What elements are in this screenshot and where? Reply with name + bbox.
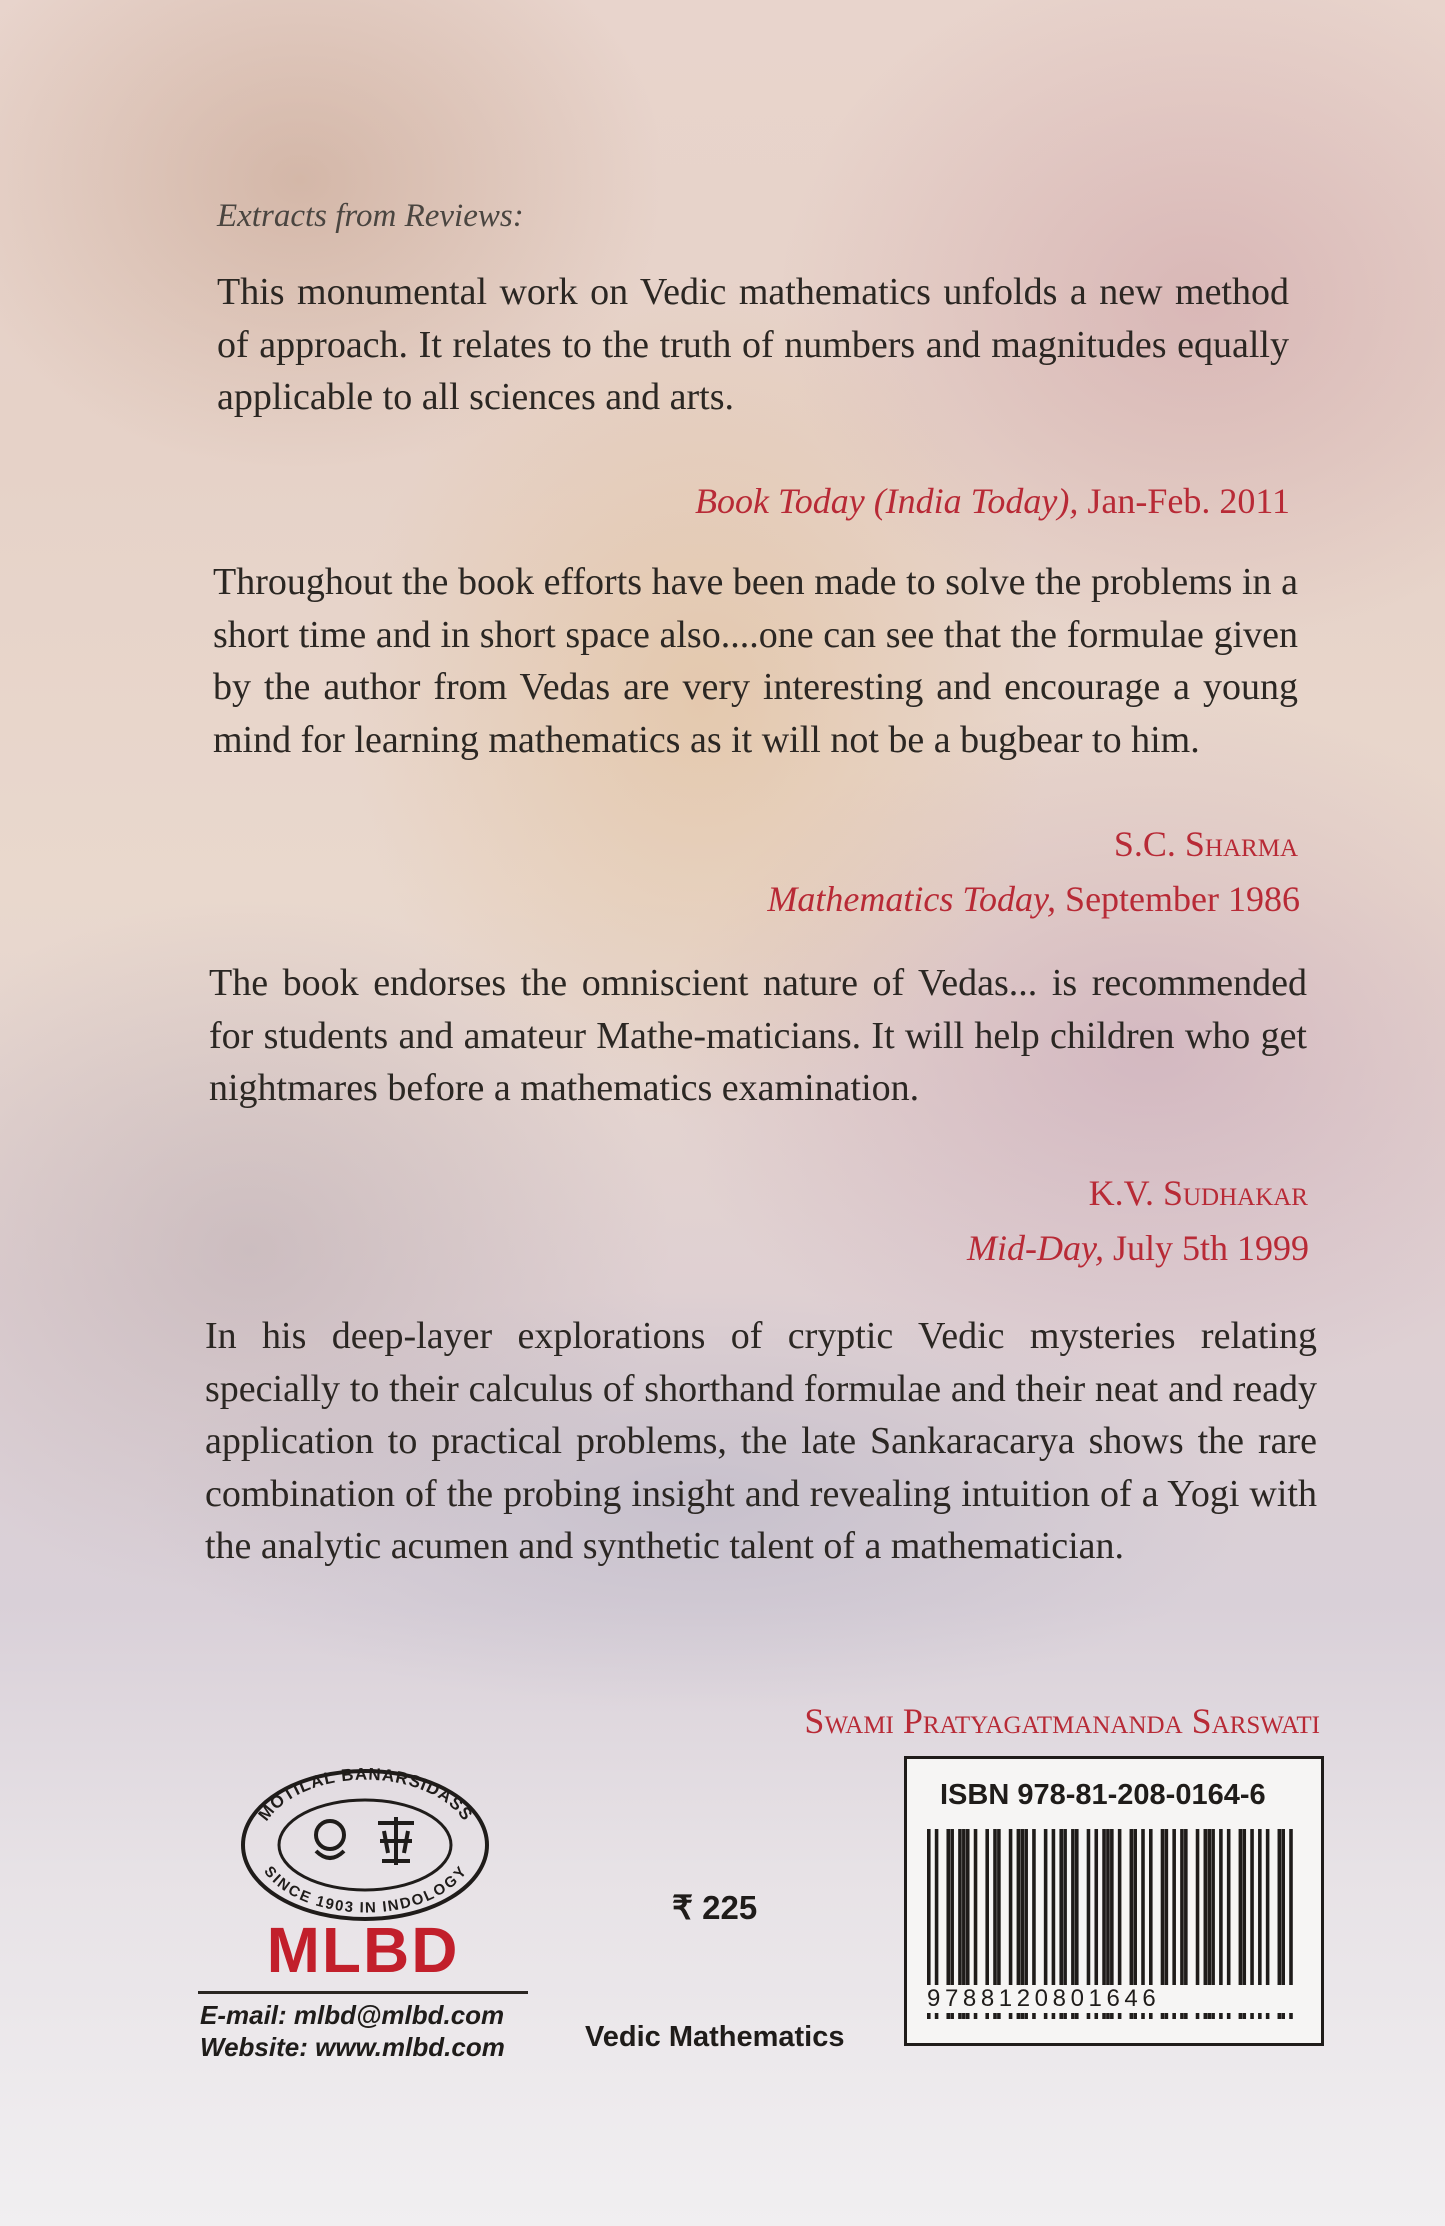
review-2-source	[767, 878, 1300, 920]
review-2-date: September 1986	[1065, 879, 1300, 919]
review-4-author: Swami Pratyagatmananda Sarswati	[804, 1701, 1320, 1741]
publisher-email: E-mail: mlbd@mlbd.com	[200, 2000, 505, 2030]
review-1-publication: Book Today (India Today),	[695, 481, 1079, 521]
review-1-date: Jan-Feb. 2011	[1087, 481, 1290, 521]
review-3-publication: Mid-Day,	[967, 1228, 1104, 1268]
book-title: Vedic Mathematics	[585, 2021, 845, 2053]
review-2-text: Throughout the book efforts have been made to solve the problems in a short time and in short space also....one can see that the formulae given by the author from Vedas are very interesting and encourage a young mind for learning mathematics as it will not be a bugbear to him.	[213, 561, 1298, 761]
review-3-text: The book endorses the omniscient nature of Vedas... is recommended for students and amateur Mathe-maticians. It will help children who get nightmares before a mathematics examination.	[209, 962, 1307, 1109]
isbn-label: ISBN 978-81-208-0164-6	[940, 1779, 1266, 1811]
review-2-publication: Mathematics Today,	[767, 879, 1057, 919]
publisher-name: MLBD	[266, 1914, 460, 1986]
review-1-source	[695, 480, 1290, 522]
publisher-divider	[198, 1991, 528, 1994]
logo-bottom-text: SINCE 1903 IN INDOLOGY	[260, 1863, 471, 1917]
publisher-logo-emblem	[238, 1765, 493, 1925]
review-1-text: This monumental work on Vedic mathematics unfolds a new method of approach. It relates to the truth of numbers and magnitudes equally applicable to all sciences and arts.	[217, 271, 1289, 418]
barcode-digits: 9788120801646	[925, 1985, 1307, 2013]
review-3-source	[967, 1227, 1309, 1269]
review-3-author: K.V. Sudhakar	[1088, 1173, 1308, 1213]
svg-text:MOTILAL BANARSIDASS	[255, 1765, 477, 1824]
reviews-heading: Extracts from Reviews:	[217, 198, 524, 234]
review-4-text: In his deep-layer explorations of cryptic Vedic mysteries relating specially to their calculus of shorthand formulae and their neat and ready application to practical problems, the late Sankaracarya shows the rare combination of the probing insight and revealing intuition of a Yogi with the analytic acumen and synthetic talent of a mathematician.	[205, 1315, 1317, 1567]
review-2-author: S.C. Sharma	[1113, 824, 1298, 864]
review-3-date: July 5th 1999	[1112, 1228, 1309, 1268]
logo-top-text: MOTILAL BANARSIDASS	[254, 1765, 477, 1825]
price: ₹ 225	[672, 1889, 758, 1926]
isbn-barcode-box	[904, 1756, 1324, 2046]
publisher-website: Website: www.mlbd.com	[200, 2032, 505, 2062]
